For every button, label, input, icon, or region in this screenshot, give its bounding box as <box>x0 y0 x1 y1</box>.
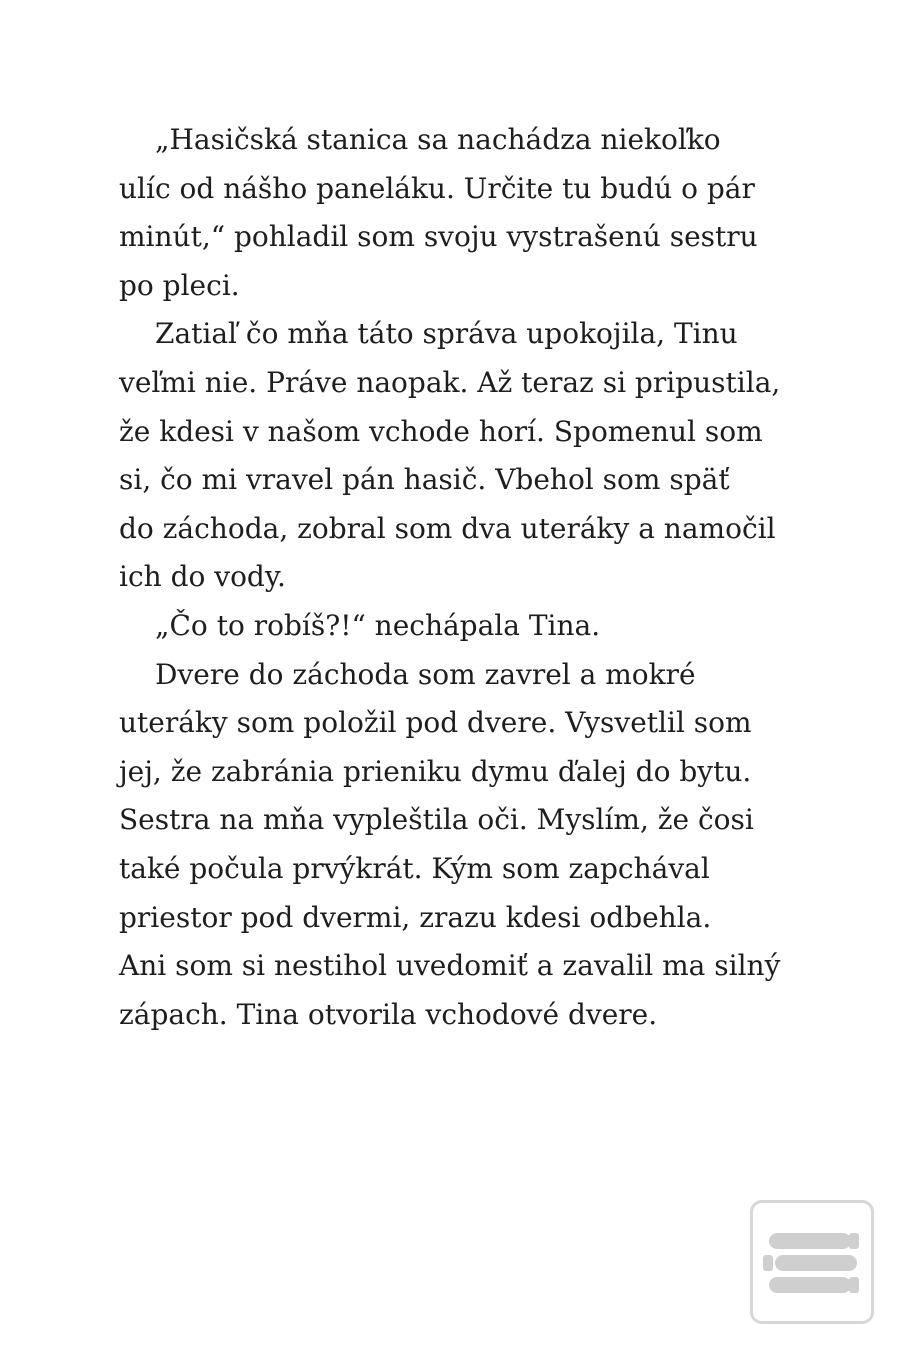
book-bar <box>769 1277 851 1293</box>
text-line: „Čo to robíš?!“ nechápala Tina. <box>155 608 601 642</box>
text-line: Dvere do záchoda som zavrel a mokré <box>155 657 696 691</box>
text-line: po pleci. <box>119 268 240 302</box>
book-stack-icon <box>750 1200 874 1324</box>
book-tab <box>849 1233 859 1249</box>
text-line: Sestra na mňa vypleštila oči. Myslím, že čosi <box>119 803 754 837</box>
text-line: také počula prvýkrát. Kým som zapchával <box>119 851 710 885</box>
book-tab <box>763 1255 773 1271</box>
book-tab <box>849 1277 859 1293</box>
book-bar <box>775 1255 857 1271</box>
text-line: Ani som si nestihol uvedomiť a zavalil ma silný <box>119 949 781 983</box>
text-line: priestor pod dvermi, zrazu kdesi odbehla. <box>119 900 712 934</box>
text-line: jej, že zabránia prieniku dymu ďalej do bytu. <box>119 754 752 788</box>
text-line: si, čo mi vravel pán hasič. Vbehol som späť <box>119 463 730 497</box>
body-text <box>119 116 799 1039</box>
text-line: veľmi nie. Práve naopak. Až teraz si pripustila, <box>119 365 781 399</box>
text-line: do záchoda, zobral som dva uteráky a namočil <box>119 511 776 545</box>
text-line: „Hasičská stanica sa nachádza niekoľko <box>155 123 721 156</box>
text-line: že kdesi v našom vchode horí. Spomenul som <box>119 414 763 448</box>
book-bar <box>769 1233 851 1249</box>
text-line: zápach. Tina otvorila vchodové dvere. <box>119 997 658 1031</box>
text-line: ich do vody. <box>119 560 286 594</box>
text-line: minút,“ pohladil som svoju vystrašenú sestru <box>119 220 758 254</box>
text-line: Zatiaľ čo mňa táto správa upokojila, Tinu <box>155 317 738 351</box>
text-line: ulíc od nášho paneláku. Určite tu budú o pár <box>119 171 755 205</box>
text-line: uteráky som položil pod dvere. Vysvetlil som <box>119 706 752 740</box>
